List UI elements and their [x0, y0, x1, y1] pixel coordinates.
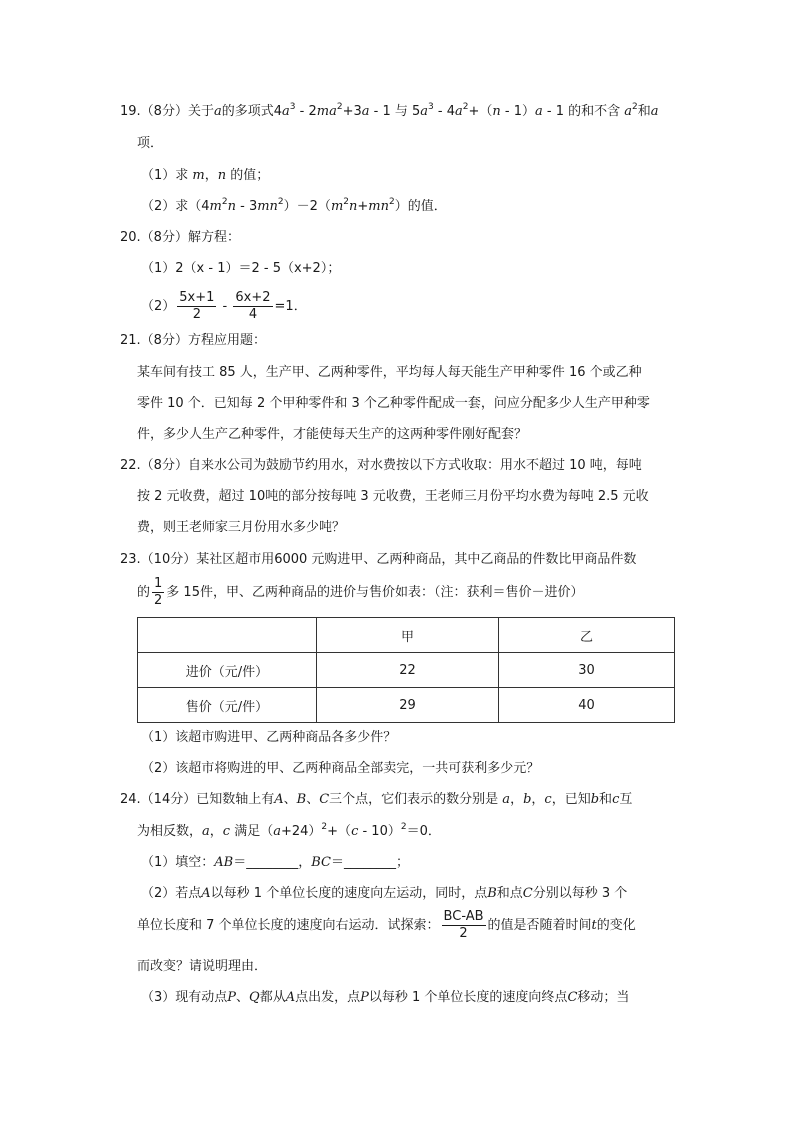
q24-line2: 为相反数，a，c 满足$(a+24)^2+(c - 10)^2=0$． [137, 822, 441, 839]
q20-sub1: （1）2（x - 1）＝2 - 5（x+2）； [141, 261, 341, 276]
q24-line1: 24.（14分）已知数轴上有A、B、C三个点，它们表示的数分别是 a，b，c，已知b和c互 [120, 792, 633, 807]
price-table [137, 617, 675, 723]
fraction: $\frac{6x+2}{4}$ [235, 290, 271, 322]
table-cell: 进价（元/件） [138, 653, 317, 688]
table-row [138, 688, 675, 723]
q19-line2: 项． [137, 136, 164, 151]
q22-line2: 按 2 元收费，超过 10吨的部分按每吨 3 元收费，王老师三月份平均水费为每吨 2.5 元收 [137, 489, 649, 504]
table-cell: 40 [499, 688, 675, 723]
q19-sub1: （1）求 m，n 的值； [141, 168, 270, 183]
q23-line1: 23.（10分）某社区超市用6000 元购进甲、乙两种商品，其中乙商品的件数比甲商品件数 [120, 552, 637, 567]
q19-line1: 19.（8分）关于a的多项式$4a^3 - 2ma^2+3a - 1$ 与 $5a^3 - 4a^2+(n - 1)a - 1$ 的和不含 $a^2$和a [120, 102, 659, 119]
q24-sub3: （3）现有动点P、Q都从A点出发，点P以每秒 1 个单位长度的速度向终点C移动；当 [141, 990, 630, 1005]
q23-sub1: （1）该超市购进甲、乙两种商品各多少件？ [141, 730, 397, 745]
q22-line1: 22.（8分）自来水公司为鼓励节约用水，对水费按以下方式收取：用水不超过 10 吨，每吨 [120, 458, 642, 473]
table-header-row [138, 618, 675, 653]
q24-sub1: （1）填空：AB＝________，BC＝________； [141, 855, 410, 870]
q20-sub2: （2） $\frac{5x+1}{2}$ - $\frac{6x+2}{4}$ =1． [141, 290, 307, 322]
table-row [138, 653, 675, 688]
q23-sub2: （2）该超市将购进的甲、乙两种商品全部卖完，一共可获利多少元？ [141, 761, 540, 776]
table-cell: 29 [317, 688, 499, 723]
q21-body-3: 件，多少人生产乙种零件，才能使每天生产的这两种零件刚好配套？ [137, 427, 528, 442]
q21-body-2: 零件 10 个．已知每 2 个甲种零件和 3 个乙种零件配成一套，问应分配多少人生产甲种零 [137, 396, 650, 411]
answer-blank[interactable]: ________ [344, 855, 397, 870]
table-cell: 30 [499, 653, 675, 688]
q23-line2: 的 $\frac{1}{2}$ 多 15件，甲、乙两种商品的进价与售价如表：（注：获利＝售价－进价） [137, 576, 584, 608]
q24-sub2-line3: 而改变？请说明理由． [137, 959, 268, 974]
q24-sub2-line1: （2）若点A以每秒 1 个单位长度的速度向左运动，同时，点B和点C分别以每秒 3 个 [141, 886, 628, 901]
answer-blank[interactable]: ________ [246, 855, 299, 870]
fraction: $\frac{1}{2}$ [154, 576, 163, 608]
table-cell: 乙 [499, 618, 675, 653]
table-cell: 22 [317, 653, 499, 688]
q22-line3: 费，则王老师家三月份用水多少吨？ [137, 520, 346, 535]
table-cell: 售价（元/件） [138, 688, 317, 723]
table-cell: 甲 [317, 618, 499, 653]
q19-sub2: （2）求$(4m^2n - 3mn^2)-2(m^2n+mn^2)$的值． [141, 197, 447, 214]
table-cell [138, 618, 317, 653]
fraction: $\frac{BC-AB}{2}$ [443, 909, 484, 941]
q24-sub2-line2: 单位长度和 7 个单位长度的速度向右运动．试探索： $\frac{BC-AB}{2}$ 的值是否随着时间t的变化 [137, 909, 636, 941]
fraction: $\frac{5x+1}{2}$ [179, 290, 215, 322]
q21-body-1: 某车间有技工 85 人，生产甲、乙两种零件，平均每人每天能生产甲种零件 16 个或乙种 [137, 365, 642, 380]
q21-title: 21.（8分）方程应用题： [120, 333, 266, 348]
q20-title: 20.（8分）解方程： [120, 230, 240, 245]
